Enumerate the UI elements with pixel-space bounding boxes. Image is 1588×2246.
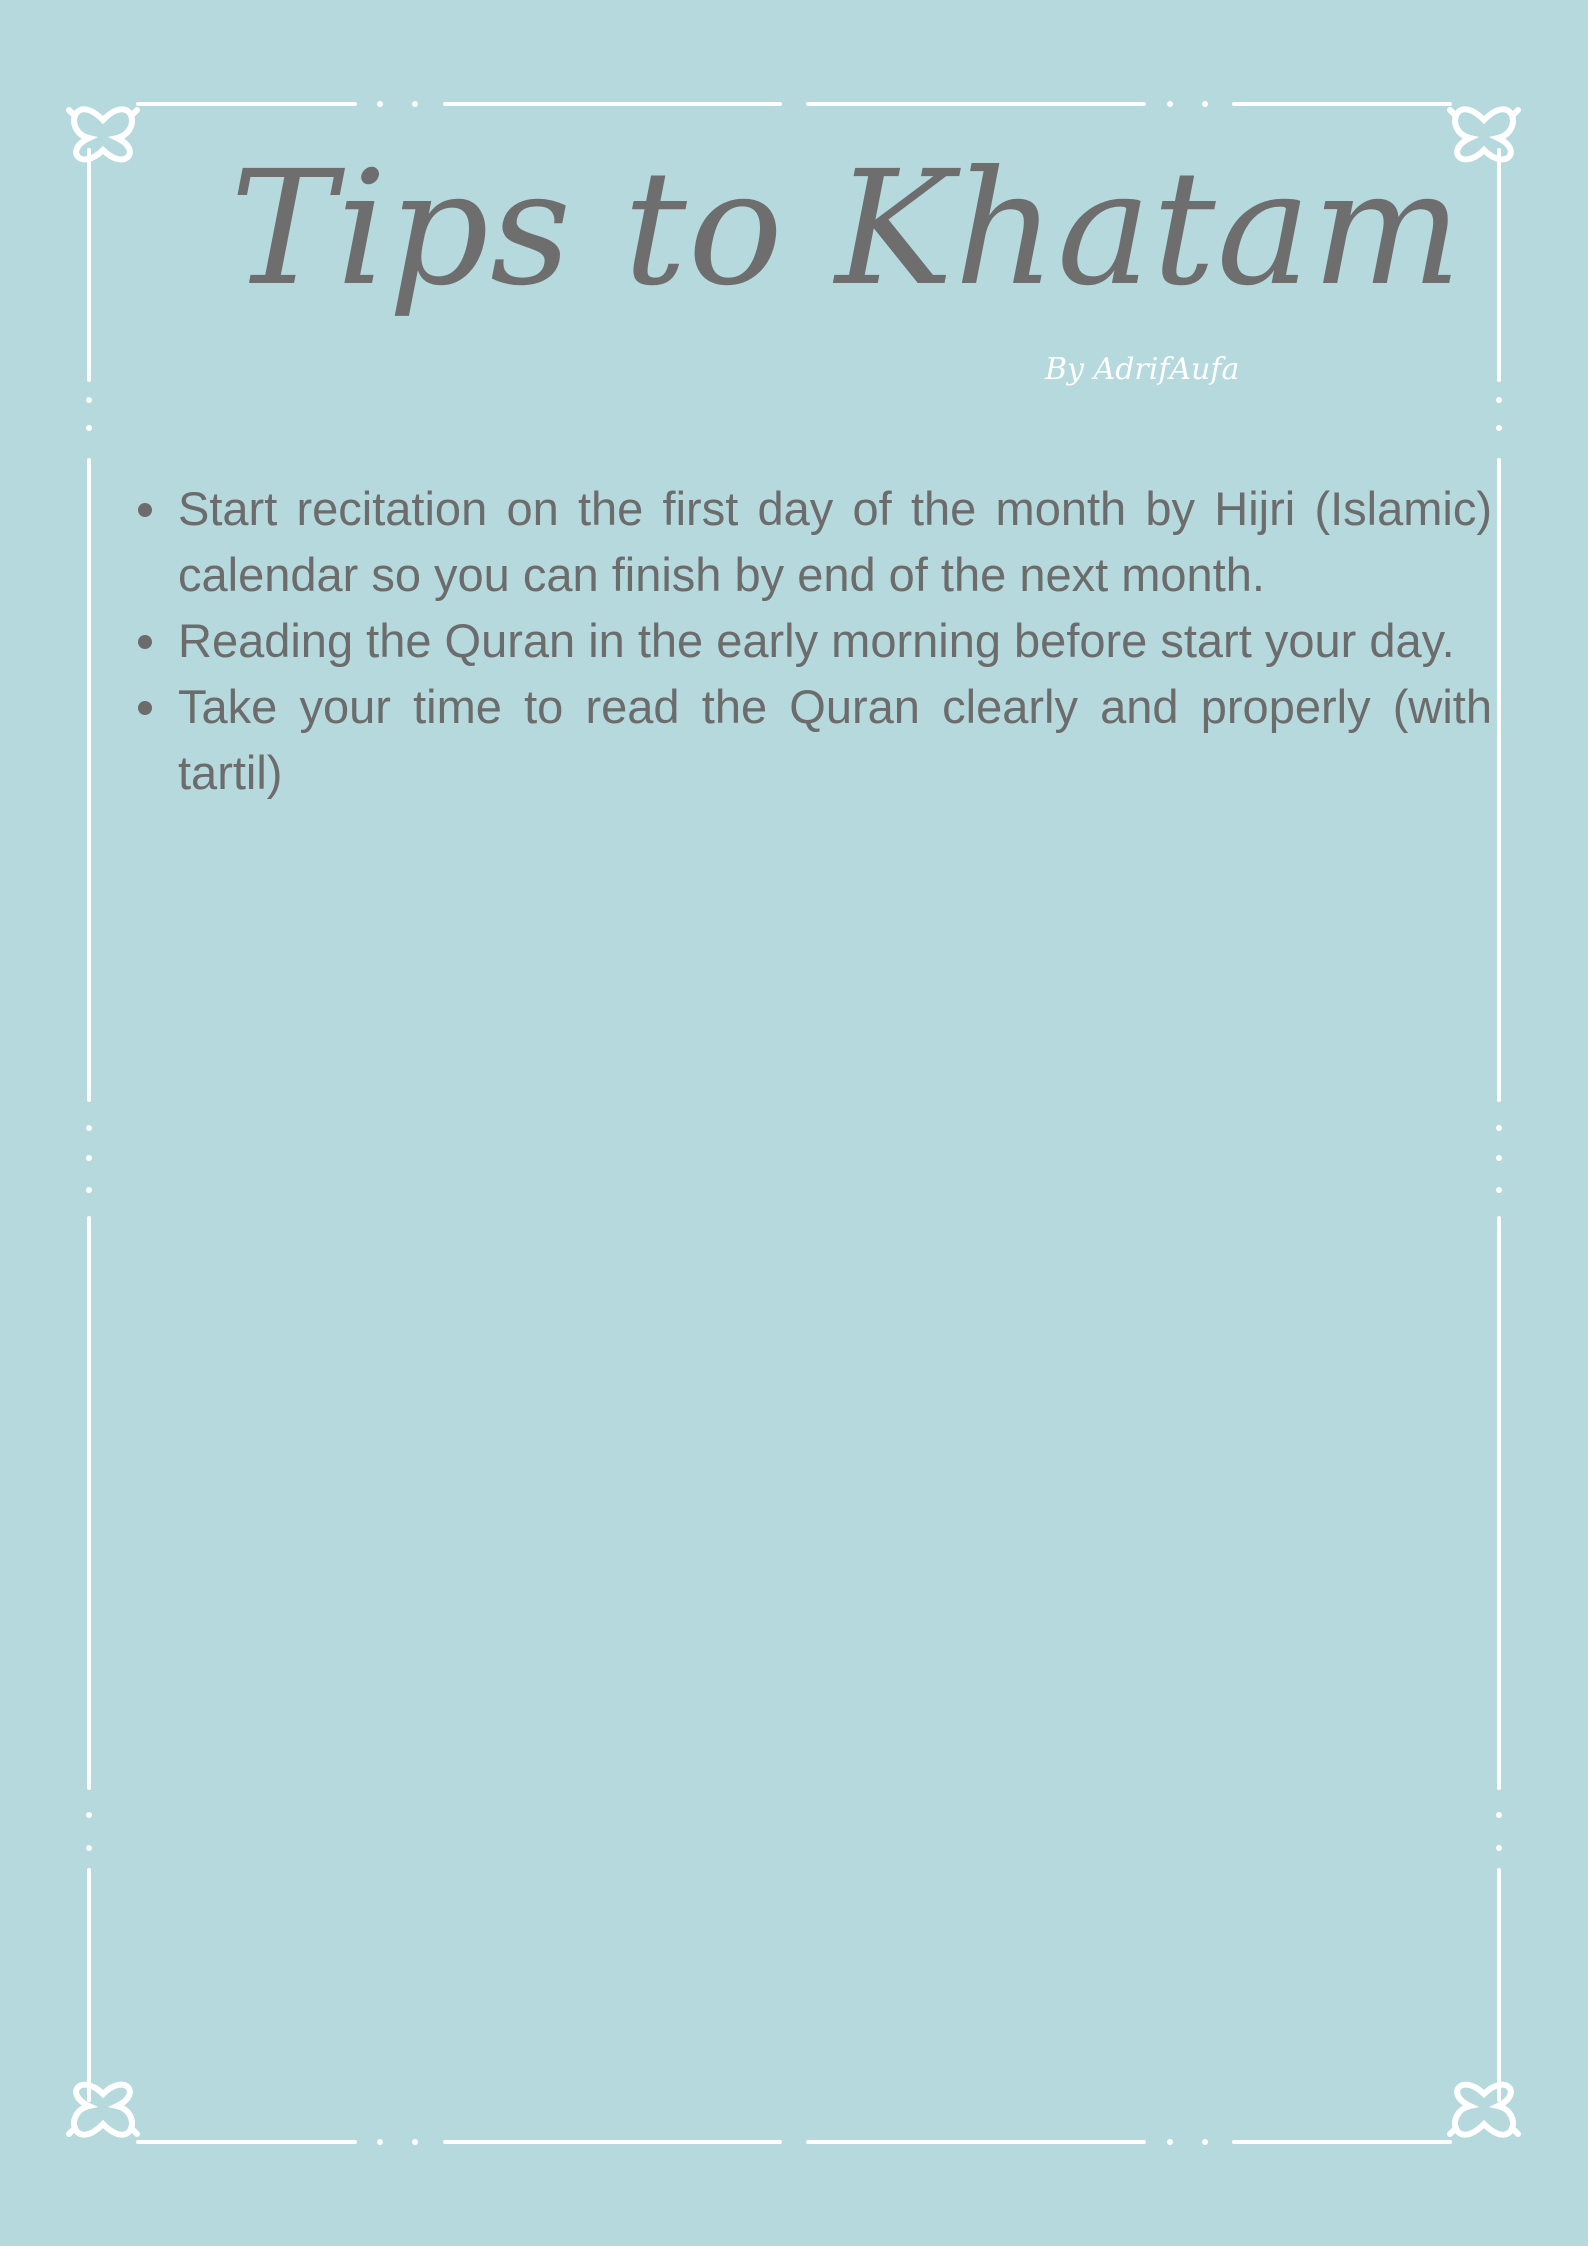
tips-list <box>126 476 1492 806</box>
list-item: Start recitation on the first day of the month by Hijri (Islamic) calendar so you can finish by end of the next month. <box>178 476 1492 608</box>
list-item: Reading the Quran in the early morning before start your day. <box>178 608 1492 674</box>
page-title: Tips to Khatam <box>230 137 1463 321</box>
author-byline: By AdrifAufa <box>1045 352 1240 387</box>
list-item: Take your time to read the Quran clearly and properly (with tartil) <box>178 674 1492 806</box>
